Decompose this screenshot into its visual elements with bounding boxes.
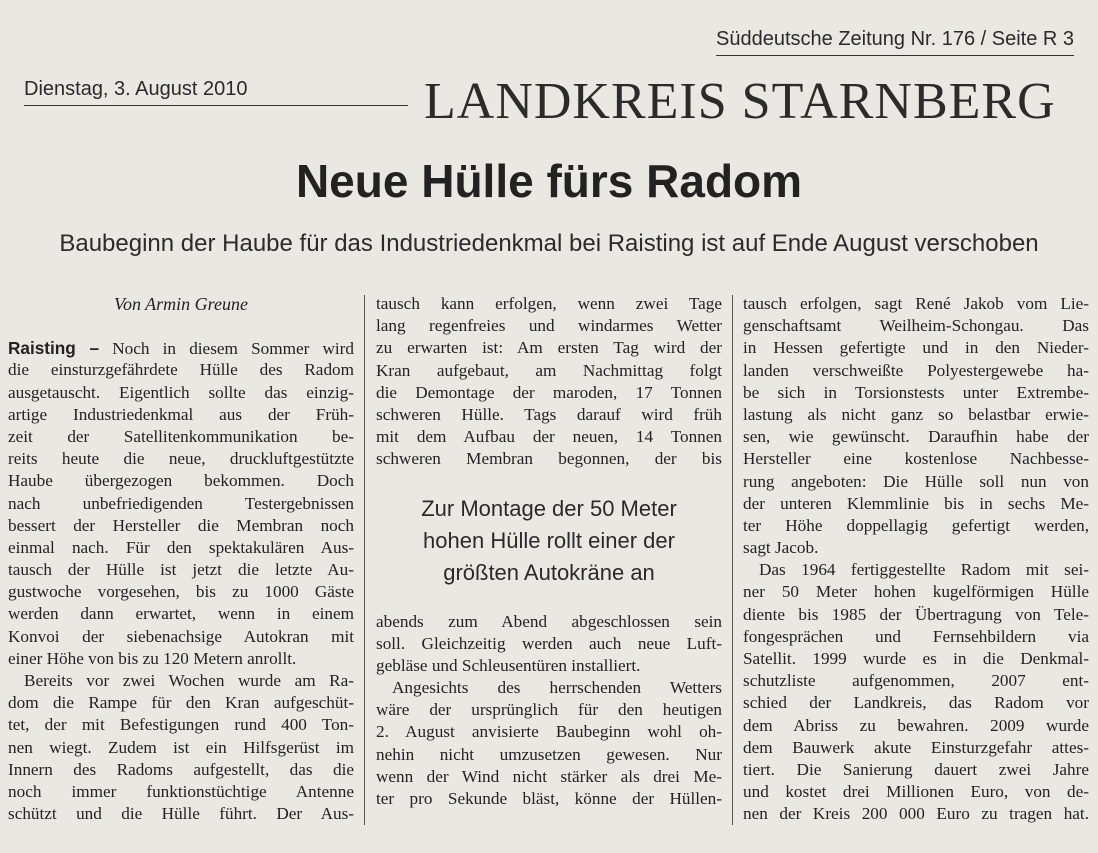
text-line: soll. Gleichzeitig werden auch neue Luft- bbox=[376, 633, 722, 653]
text-line: Hersteller eine kostenlose Nachbesse- bbox=[743, 449, 1089, 469]
pull-quote-line: Zur Montage der 50 Meter bbox=[421, 495, 677, 521]
text-line: Kran aufgebaut, am Nachmittag folgt bbox=[376, 360, 722, 380]
text-line: schied der Landkreis, das Radom vor bbox=[743, 693, 1089, 713]
byline: Von Armin Greune bbox=[114, 294, 248, 314]
text-line: bessert der Hersteller die Membran noch bbox=[8, 515, 354, 535]
article-headline: Neue Hülle fürs Radom bbox=[295, 155, 803, 207]
text-line: die Demontage der maroden, 17 Tonnen bbox=[376, 382, 722, 402]
text-line: und kostet drei Millionen Euro, von de- bbox=[743, 782, 1089, 802]
text-line: Haube übergezogen bekommen. Doch bbox=[8, 471, 354, 491]
column-rule bbox=[364, 295, 365, 825]
pull-quote bbox=[376, 485, 722, 593]
text-line: diente bis 1985 der Übertragung von Tele- bbox=[743, 604, 1089, 624]
pull-quote-line: größten Autokräne an bbox=[443, 559, 655, 585]
text-line: artige Industriedenkmal aus der Früh- bbox=[8, 404, 354, 424]
dateline: Raisting – bbox=[8, 338, 100, 359]
text-line: nen der Kreis 200 000 Euro zu tragen hat. bbox=[743, 804, 1089, 824]
text-line: lastung als nicht ganz so belastbar erwie- bbox=[743, 404, 1089, 424]
text-line: schutzliste aufgenommen, 2007 ent- bbox=[743, 671, 1089, 691]
text-line: reits heute die neue, druckluftgestützte bbox=[8, 449, 354, 469]
article-column-1 bbox=[8, 293, 354, 825]
column-rule bbox=[732, 295, 733, 825]
text-line: mit dem Aufbau der neuen, 14 Tonnen bbox=[376, 427, 722, 447]
section-title: LANDKREIS STARNBERG bbox=[424, 73, 1056, 130]
text-line: Angesichts des herrschenden Wetters bbox=[392, 678, 722, 698]
text-line: landen verschweißte Polyestergewebe ha- bbox=[743, 360, 1089, 380]
text-line: einmal nach. Für den spektakulären Aus- bbox=[8, 537, 354, 557]
text-line: einer Höhe von bis zu 120 Metern anrollt. bbox=[8, 648, 297, 668]
text-line: dem Bauwerk akute Einsturzgefahr attes- bbox=[743, 737, 1089, 757]
text-line: Raisting – Noch in diesem Sommer wird bbox=[8, 338, 354, 359]
text-line: abends zum Abend abgeschlossen sein bbox=[376, 611, 722, 631]
text-line: nach unbefriedigenden Testergebnissen bbox=[8, 493, 354, 513]
text-line: Innern des Radoms aufgestellt, das die bbox=[8, 759, 354, 779]
text-line: wenn der Wind nicht stärker als drei Me- bbox=[376, 766, 722, 786]
text-line: Das 1964 fertiggestellte Radom mit sei- bbox=[759, 560, 1089, 580]
text-line: schweren Membran begonnen, der bis bbox=[376, 449, 722, 469]
text-line: schweren Hülle. Tags darauf wird früh bbox=[376, 404, 722, 424]
text-line: zeit der Satellitenkommunikation be- bbox=[8, 426, 354, 446]
date-rule bbox=[24, 105, 408, 106]
article-column-3 bbox=[743, 293, 1089, 826]
text-line: dem Abriss zu bewahren. 2009 wurde bbox=[743, 715, 1089, 735]
text-line: in Hessen gefertigte und in den Nieder- bbox=[743, 338, 1089, 358]
text-line: fongesprächen und Fernsehbildern via bbox=[743, 626, 1089, 646]
text-line: Bereits vor zwei Wochen wurde am Ra- bbox=[24, 671, 354, 690]
text-line: ter Höhe doppellagig gefertigt werden, bbox=[743, 515, 1089, 535]
text-line: der unteren Klemmlinie bis in sechs Me- bbox=[743, 493, 1089, 513]
text-line: 2. August anvisierte Baubeginn wohl oh- bbox=[376, 722, 722, 742]
text-line: werden dann erwartet, wenn in einem bbox=[8, 604, 354, 624]
text-line: tiert. Die Sanierung dauert zwei Jahre bbox=[743, 759, 1089, 779]
article-column-2 bbox=[376, 293, 722, 810]
text-line: sagt Jacob. bbox=[743, 538, 819, 558]
text-line: tet, der mit Befestigungen rund 400 Ton- bbox=[8, 715, 354, 735]
text-line: gustwoche vorgesehen, bis zu 1000 Gäste bbox=[8, 582, 354, 602]
text-line: ner 50 Meter hohen kugelförmigen Hülle bbox=[743, 582, 1089, 602]
text-line: lang regenfreies und windarmes Wetter bbox=[376, 316, 722, 336]
text-line: sen, wie gewünscht. Daraufhin habe der bbox=[743, 427, 1089, 447]
text-line: gebläse und Schleusentüren installiert. bbox=[376, 655, 641, 675]
text-line: die einsturzgefährdete Hülle des Radom bbox=[8, 360, 354, 380]
text-line: rung angeboten: Die Hülle soll nun von bbox=[743, 471, 1089, 491]
text-line: ausgetauscht. Eigentlich sollte das einzig- bbox=[8, 382, 354, 402]
text-line: tausch kann erfolgen, wenn zwei Tage bbox=[376, 294, 722, 313]
pull-quote-line: hohen Hülle rollt einer der bbox=[423, 527, 675, 553]
text-line: ter pro Sekunde bläst, könne der Hüllen- bbox=[376, 789, 722, 808]
text-line: schützt und die Hülle führt. Der Aus- bbox=[8, 804, 354, 824]
newspaper-reference: Süddeutsche Zeitung Nr. 176 / Seite R 3 bbox=[716, 28, 1074, 56]
text-line: be sich in Torsionstests unter Extrembe- bbox=[743, 382, 1089, 402]
text-line: nen wiegt. Zudem ist ein Hilfsgerüst im bbox=[8, 737, 354, 757]
text-line: tausch der Hülle ist jetzt die letzte Au- bbox=[8, 560, 354, 580]
text-line: wäre der ursprünglich für den heutigen bbox=[376, 700, 722, 720]
text-line: tausch erfolgen, sagt René Jakob vom Lie- bbox=[743, 294, 1089, 313]
text-line: genschaftsamt Weilheim-Schongau. Das bbox=[743, 316, 1089, 336]
text-line: noch immer funktionstüchtige Antenne bbox=[8, 781, 354, 801]
issue-date: Dienstag, 3. August 2010 bbox=[24, 78, 248, 100]
text-line: Konvoi der siebenachsige Autokran mit bbox=[8, 626, 354, 646]
text-line: Satellit. 1999 wurde es in die Denkmal- bbox=[743, 649, 1089, 668]
text-line: dom die Rampe für den Kran aufgeschüt- bbox=[8, 693, 354, 713]
article-subheadline: Baubeginn der Haube für das Industriedenkmal bei Raisting ist auf Ende August verschoben bbox=[59, 230, 1039, 257]
text-line: zu erwarten ist: Am ersten Tag wird der bbox=[376, 338, 722, 358]
text-line: nehin nicht umzusetzen gewesen. Nur bbox=[376, 744, 722, 764]
